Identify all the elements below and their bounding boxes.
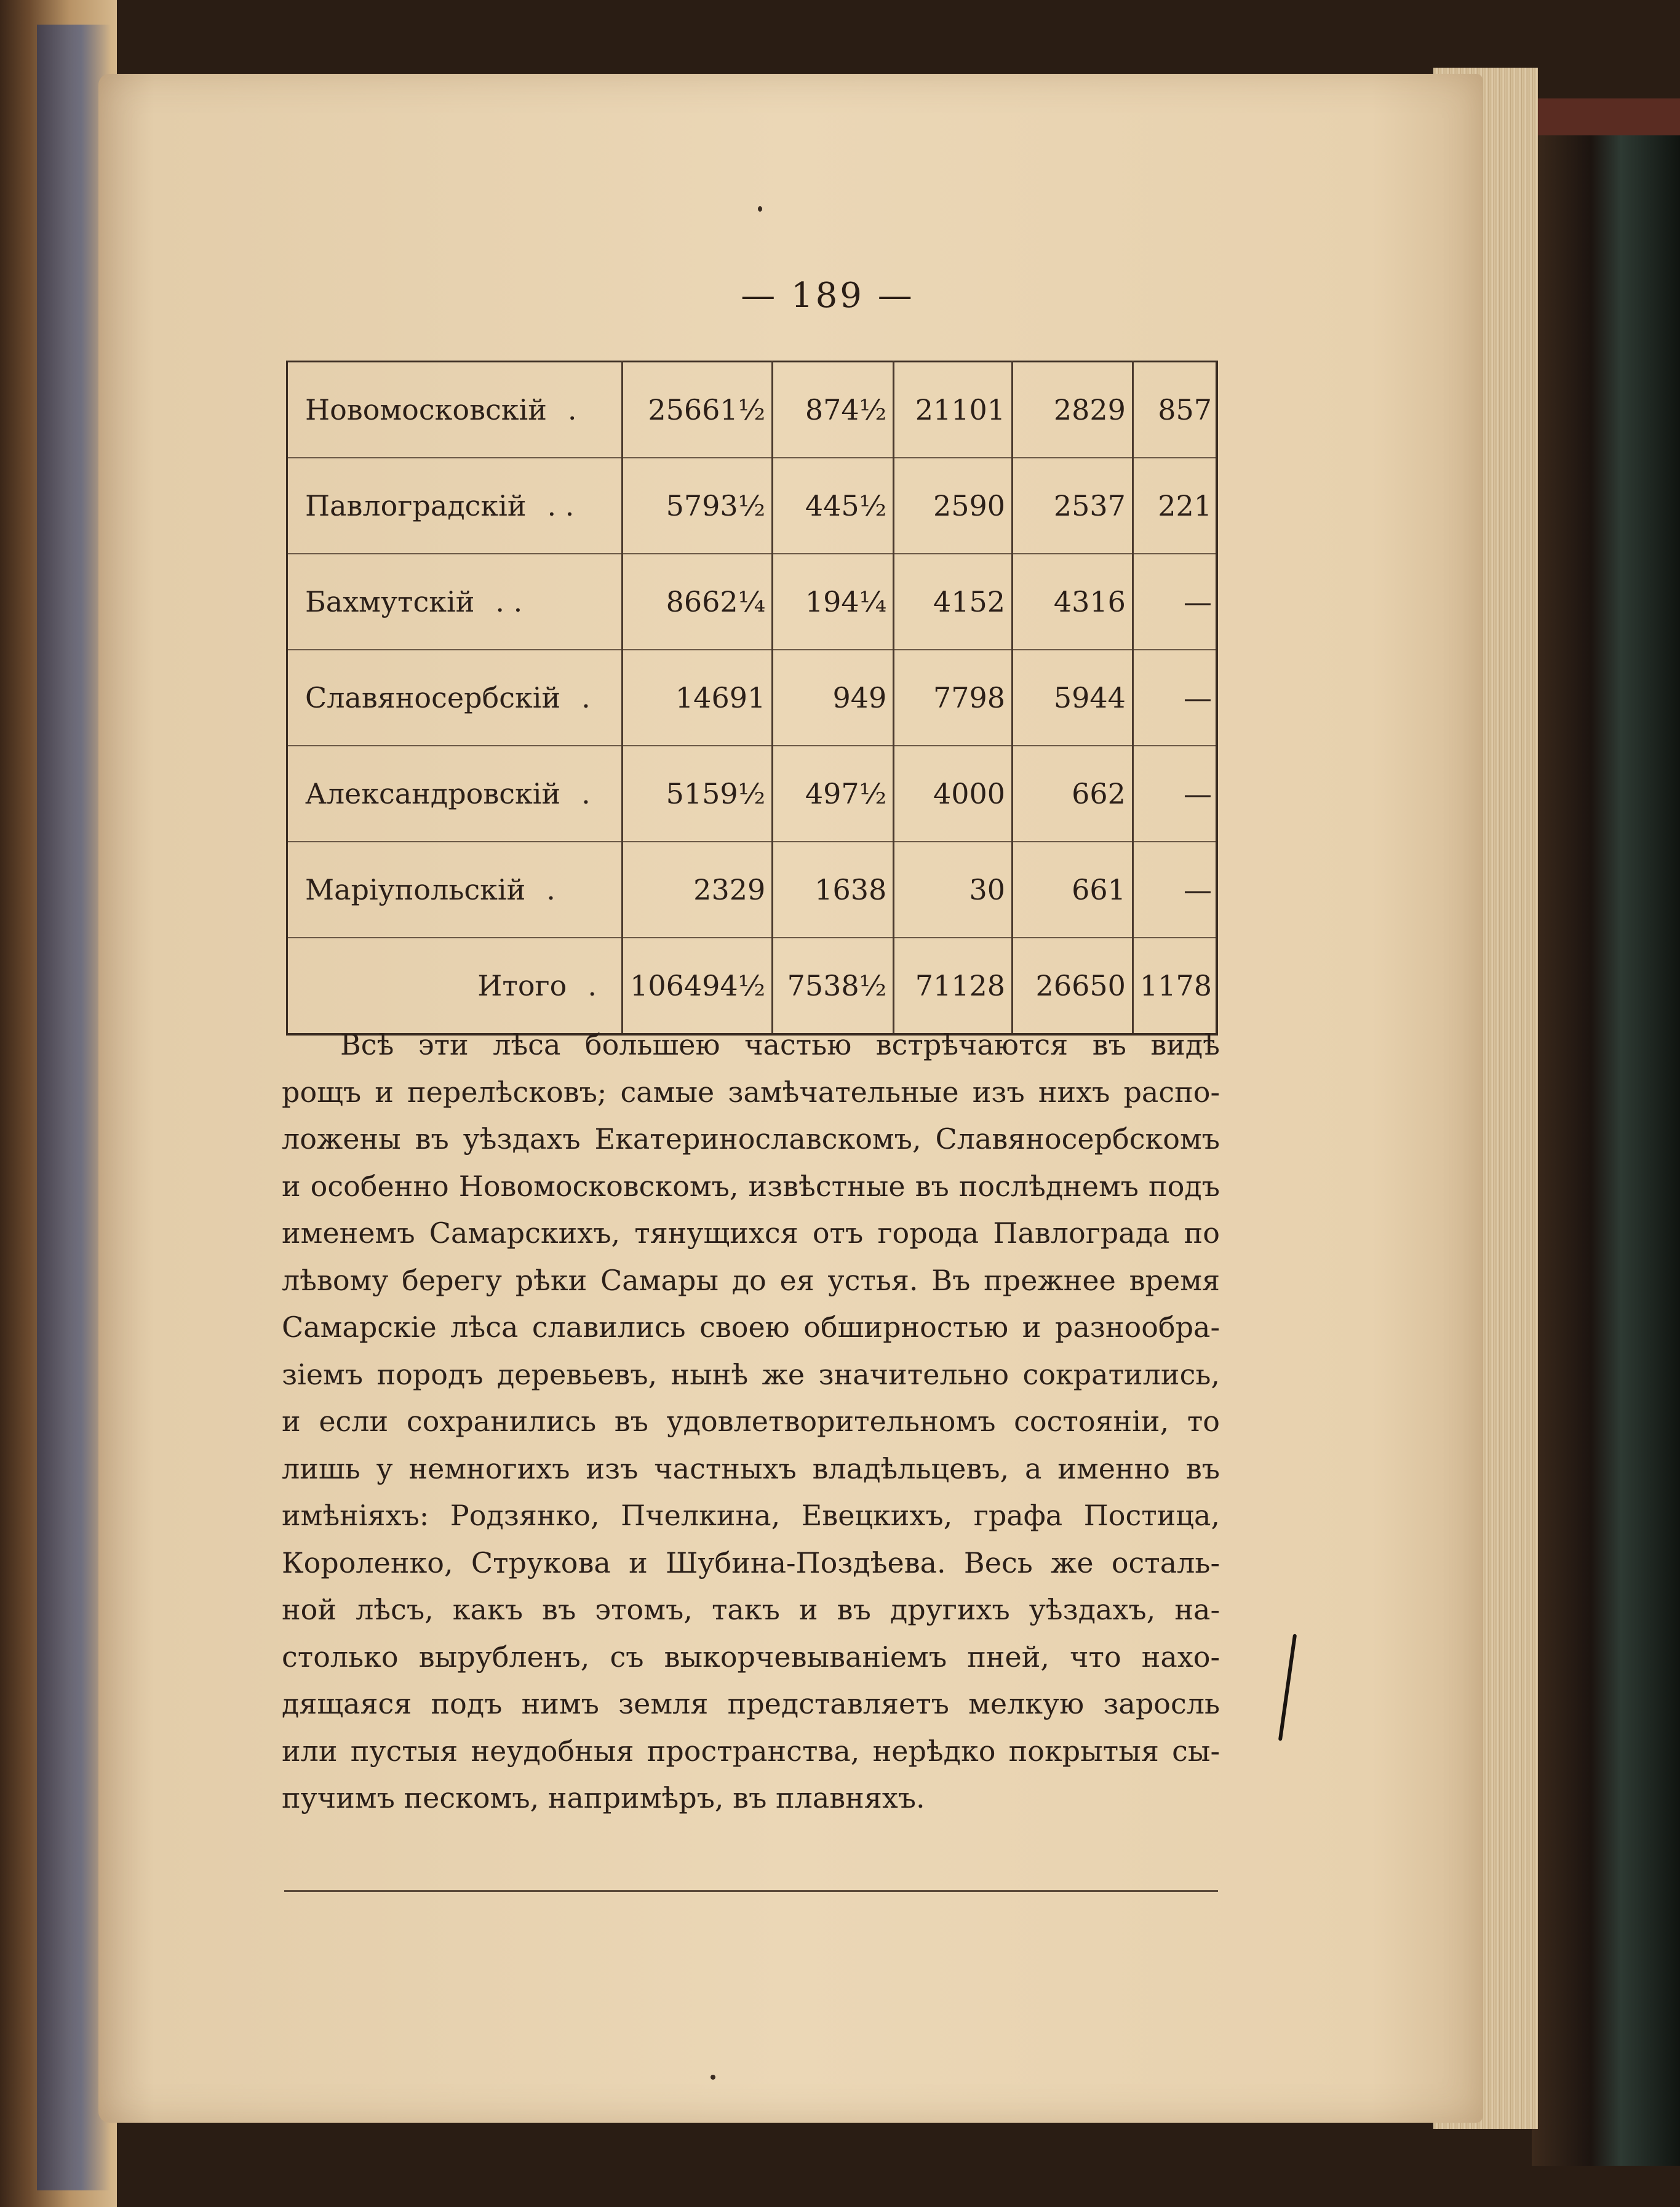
table-cell-c3: 21101	[894, 362, 1013, 458]
text-line: зіемъ породъ деревьевъ, нынѣ же значительно сократились,	[282, 1357, 1220, 1391]
table-cell-c4: 661	[1013, 842, 1133, 938]
text-line: именемъ Самарскихъ, тянущихся отъ города Павлограда по	[282, 1216, 1220, 1250]
table-cell-c2: 497½	[773, 746, 894, 842]
text-line: имѣніяхъ: Родзянко, Пчелкина, Евецкихъ, графа Постица,	[282, 1499, 1220, 1532]
table-cell-c1: 5159½	[622, 746, 772, 842]
bottom-rule	[284, 1890, 1218, 1892]
district-name: Маріупольскій .	[287, 842, 623, 938]
table-row	[287, 650, 1217, 746]
table-cell-c4: 662	[1013, 746, 1133, 842]
table-row	[287, 554, 1217, 650]
district-name: Славяносербскій .	[287, 650, 623, 746]
district-name: Бахмутскій . .	[287, 554, 623, 650]
table-cell-c3: 7798	[894, 650, 1013, 746]
table-cell-c3: 4152	[894, 554, 1013, 650]
table-cell-c4: 5944	[1013, 650, 1133, 746]
total-row	[287, 938, 1217, 1034]
text-line: столько вырубленъ, съ выкорчевываніемъ пней, что нахо-	[282, 1640, 1220, 1674]
table-cell-c3: 2590	[894, 458, 1013, 554]
ink-speck	[711, 2075, 715, 2080]
table-cell-c2: 445½	[773, 458, 894, 554]
text-line: и если сохранились въ удовлетворительномъ состояніи, то	[282, 1405, 1220, 1438]
table-cell-c2: 194¼	[773, 554, 894, 650]
forest-table	[286, 361, 1218, 1036]
district-name: Новомосковскій .	[287, 362, 623, 458]
ink-speck	[758, 206, 762, 212]
text-line: лишь у немногихъ изъ частныхъ владѣльцевъ, а именно въ	[282, 1451, 1220, 1485]
book-cover-right	[1532, 135, 1680, 2166]
body-paragraph	[282, 1021, 1220, 1822]
text-line: ложены въ уѣздахъ Екатеринославскомъ, Славяносербскомъ	[282, 1122, 1220, 1155]
table-cell-c1: 2329	[622, 842, 772, 938]
table-cell-c1: 106494½	[622, 938, 772, 1034]
text-line: лѣвому берегу рѣки Самары до ея устья. Въ прежнее время	[282, 1263, 1220, 1297]
text-line: Короленко, Струкова и Шубина-Поздѣева. Весь же осталь-	[282, 1546, 1220, 1579]
page-number: — 189 —	[741, 276, 915, 316]
table-cell-c1: 5793½	[622, 458, 772, 554]
text-line: Всѣ эти лѣса большею частью встрѣчаются въ видѣ	[340, 1028, 1220, 1061]
table-cell-c4: 2829	[1013, 362, 1133, 458]
table-cell-c2: 1638	[773, 842, 894, 938]
table-cell-c5: —	[1133, 842, 1217, 938]
text-line: и особенно Новомосковскомъ, извѣстные въ послѣднемъ подъ	[282, 1169, 1220, 1203]
table-row	[287, 746, 1217, 842]
text-line: рощъ и перелѣсковъ; самые замѣчательные изъ нихъ распо-	[282, 1075, 1220, 1109]
table-cell-c5: —	[1133, 746, 1217, 842]
district-name: Итого .	[287, 938, 623, 1034]
table-cell-c5: 1178	[1133, 938, 1217, 1034]
table-cell-c3: 71128	[894, 938, 1013, 1034]
table-cell-c4: 26650	[1013, 938, 1133, 1034]
table-row	[287, 458, 1217, 554]
table-cell-c5: —	[1133, 554, 1217, 650]
table-cell-c5: —	[1133, 650, 1217, 746]
table-cell-c5: 857	[1133, 362, 1217, 458]
table-cell-c3: 4000	[894, 746, 1013, 842]
district-name: Александровскій .	[287, 746, 623, 842]
table-cell-c2: 949	[773, 650, 894, 746]
table-cell-c1: 25661½	[622, 362, 772, 458]
table-row	[287, 362, 1217, 458]
table-cell-c2: 7538½	[773, 938, 894, 1034]
table-cell-c4: 2537	[1013, 458, 1133, 554]
text-line: ной лѣсъ, какъ въ этомъ, такъ и въ другихъ уѣздахъ, на-	[282, 1593, 1220, 1626]
text-line: Самарскіе лѣса славились своею обширностью и разнообра-	[282, 1311, 1220, 1344]
table-row	[287, 842, 1217, 938]
table-cell-c1: 14691	[622, 650, 772, 746]
district-name: Павлоградскій . .	[287, 458, 623, 554]
table-cell-c1: 8662¼	[622, 554, 772, 650]
text-line: пучимъ пескомъ, напримѣръ, въ плавняхъ.	[282, 1781, 925, 1814]
table-cell-c4: 4316	[1013, 554, 1133, 650]
text-line: или пустыя неудобныя пространства, нерѣдко покрытыя сы-	[282, 1734, 1220, 1768]
table-cell-c3: 30	[894, 842, 1013, 938]
table-cell-c2: 874½	[773, 362, 894, 458]
table-cell-c5: 221	[1133, 458, 1217, 554]
text-line: дящаяся подъ нимъ земля представляетъ мелкую заросль	[282, 1687, 1220, 1720]
